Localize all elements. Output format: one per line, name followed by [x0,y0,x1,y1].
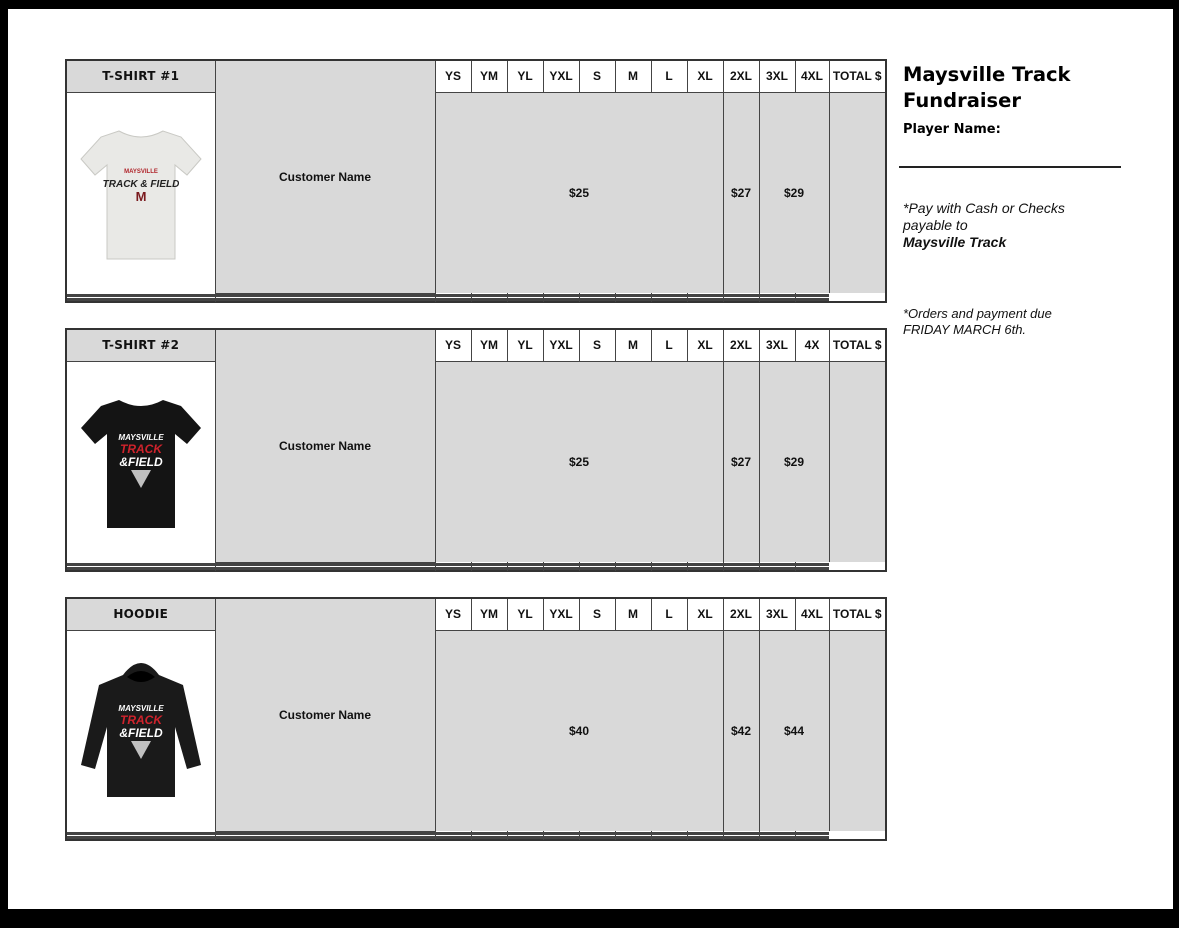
payment-payee [903,234,1065,251]
shirt-print-line: TRACK & FIELD [102,178,180,190]
quantity-cell[interactable] [687,300,723,301]
quantity-cell[interactable] [759,300,795,301]
quantity-cell[interactable] [579,569,615,570]
size-header: L [651,61,687,92]
fundraiser-info [903,62,1123,137]
quantity-cell[interactable] [687,569,723,570]
order-row [67,569,885,570]
size-header: 4XL [795,599,829,630]
3xl-4xl-price: $29 [759,92,829,293]
size-header: YL [507,330,543,361]
due-note-line: *Orders and payment due [903,306,1052,321]
quantity-cell[interactable] [471,300,507,301]
size-header: 3XL [759,599,795,630]
size-header: YM [471,330,507,361]
3xl-4xl-price: $44 [759,630,829,831]
shirt-print-line: MAYSVILLE [123,168,158,175]
size-header: 2XL [723,61,759,92]
quantity-cell[interactable] [215,300,435,301]
tshirt-icon [71,376,211,546]
customer-name-header: Customer Name [215,61,435,293]
size-header: YM [471,61,507,92]
shirt-print-line: MAYSVILLE [118,432,164,442]
fundraiser-title-line1: Maysville Track [903,63,1071,86]
order-rows [67,293,885,301]
quantity-cell[interactable] [723,569,759,570]
due-note-line: FRIDAY MARCH 6th. [903,322,1027,337]
total-price-blank [829,361,885,562]
quantity-cell[interactable] [615,838,651,839]
customer-name-cell[interactable] [67,838,215,839]
hoodie-order-table [65,597,887,841]
total-cell[interactable] [795,838,829,839]
customer-name-header: Customer Name [215,330,435,562]
product-title: T-SHIRT #1 [67,61,215,92]
order-row [67,300,885,301]
quantity-cell[interactable] [215,569,435,570]
hoodie-print-line: TRACK [119,712,162,727]
base-price: $25 [435,92,723,293]
hoodie-icon [71,645,211,815]
customer-name-header: Customer Name [215,599,435,831]
2xl-price: $27 [723,92,759,293]
player-name-label: Player Name: [903,122,1001,137]
quantity-cell[interactable] [471,569,507,570]
payment-note-line: payable to [903,217,968,233]
quantity-cell[interactable] [759,838,795,839]
quantity-cell[interactable] [543,838,579,839]
base-price: $25 [435,361,723,562]
order-rows [67,831,885,839]
quantity-cell[interactable] [579,838,615,839]
total-cell[interactable] [795,569,829,570]
size-header: 4X [795,330,829,361]
quantity-cell[interactable] [435,569,471,570]
quantity-cell[interactable] [651,300,687,301]
payment-note [903,200,1065,251]
quantity-cell[interactable] [615,569,651,570]
quantity-cell[interactable] [435,300,471,301]
size-header: 3XL [759,61,795,92]
size-header: YXL [543,330,579,361]
payment-note-line: *Pay with Cash or Checks [903,200,1065,216]
total-cell[interactable] [795,300,829,301]
quantity-cell[interactable] [507,838,543,839]
quantity-cell[interactable] [687,838,723,839]
base-price: $40 [435,630,723,831]
hoodie-print-line: &FIELD [119,725,163,740]
product-title: T-SHIRT #2 [67,330,215,361]
size-header: 2XL [723,330,759,361]
quantity-cell[interactable] [215,838,435,839]
size-header: YL [507,61,543,92]
quantity-cell[interactable] [543,569,579,570]
size-header: L [651,599,687,630]
shirt-print-line: TRACK [119,441,162,456]
size-header: XL [687,599,723,630]
tshirt-1-image [67,92,215,293]
size-header: YXL [543,599,579,630]
size-header: M [615,330,651,361]
quantity-cell[interactable] [507,300,543,301]
size-header: YM [471,599,507,630]
size-header: YXL [543,61,579,92]
total-price-blank [829,92,885,293]
shirt-print-line: M [135,188,147,204]
quantity-cell[interactable] [615,300,651,301]
tshirt-2-image [67,361,215,562]
quantity-cell[interactable] [543,300,579,301]
quantity-cell[interactable] [579,300,615,301]
due-date-note [903,306,1052,338]
shirt-print-line: &FIELD [119,454,163,469]
size-header: 4XL [795,61,829,92]
size-header: S [579,599,615,630]
2xl-price: $27 [723,361,759,562]
player-name-line[interactable] [899,166,1121,168]
total-header: TOTAL $ [829,330,885,361]
order-row [67,838,885,839]
payee-name: Maysville Track [903,234,1007,250]
size-header: S [579,61,615,92]
customer-name-cell[interactable] [67,300,215,301]
total-header: TOTAL $ [829,599,885,630]
order-rows [67,562,885,570]
quantity-cell[interactable] [759,569,795,570]
size-header: 3XL [759,330,795,361]
quantity-cell[interactable] [651,569,687,570]
size-header: YL [507,599,543,630]
hoodie-print-line: MAYSVILLE [118,703,164,713]
quantity-cell[interactable] [471,838,507,839]
customer-name-cell[interactable] [67,569,215,570]
size-header: M [615,599,651,630]
order-form-page [8,9,1173,909]
total-price-blank [829,630,885,831]
fundraiser-title-line2: Fundraiser [903,89,1021,112]
size-header: XL [687,61,723,92]
tshirt-1-order-table [65,59,887,303]
size-header: S [579,330,615,361]
size-header: XL [687,330,723,361]
quantity-cell[interactable] [507,569,543,570]
product-title: HOODIE [67,599,215,630]
quantity-cell[interactable] [723,300,759,301]
size-header: M [615,61,651,92]
3xl-4xl-price: $29 [759,361,829,562]
total-header: TOTAL $ [829,61,885,92]
tshirt-2-order-table [65,328,887,572]
size-header: 2XL [723,599,759,630]
tshirt-icon [71,107,211,277]
size-header: L [651,330,687,361]
size-header: YS [435,599,471,630]
size-header: YS [435,61,471,92]
2xl-price: $42 [723,630,759,831]
hoodie-image [67,630,215,831]
quantity-cell[interactable] [435,838,471,839]
quantity-cell[interactable] [651,838,687,839]
size-header: YS [435,330,471,361]
quantity-cell[interactable] [723,838,759,839]
